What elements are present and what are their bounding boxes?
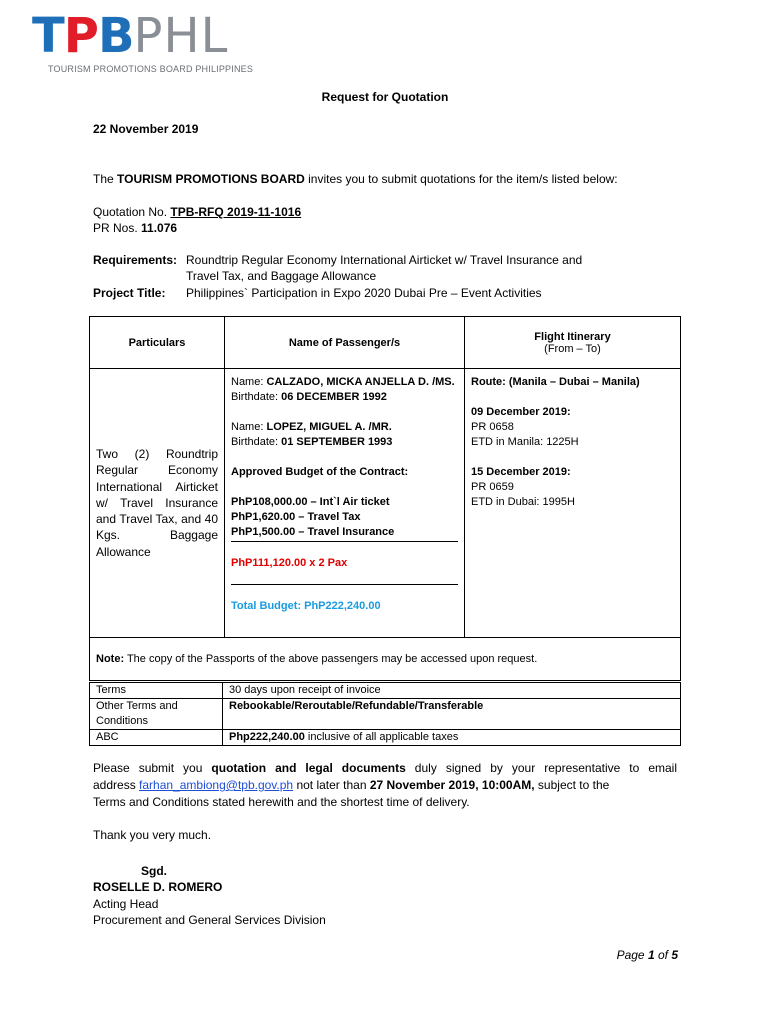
requirements-line-2: Travel Tax, and Baggage Allowance: [186, 269, 377, 283]
logo-letter-t: T: [32, 8, 64, 64]
email-link[interactable]: farhan_ambiong@tpb.gov.ph: [139, 778, 294, 792]
note-label: Note:: [96, 653, 125, 665]
birthdate-label: Birthdate:: [231, 391, 282, 403]
page-total: 5: [671, 948, 678, 962]
route: Route: (Manila – Dubai – Manila): [471, 376, 640, 388]
closing-text: subject to the: [534, 778, 610, 792]
terms-row: [90, 683, 681, 699]
name-label: Name:: [231, 421, 267, 433]
signatory-division: Procurement and General Services Division: [93, 913, 326, 927]
project-title-label: Project Title:: [93, 286, 166, 300]
passenger-1-birthdate-value: 06 DECEMBER 1992: [281, 391, 387, 403]
organization-name: TOURISM PROMOTIONS BOARD: [117, 172, 305, 186]
header-passengers: Name of Passenger/s: [225, 317, 465, 369]
quotation-number: TPB-RFQ 2019-11-1016: [170, 205, 302, 219]
signatory-name: ROSELLE D. ROMERO: [93, 880, 223, 894]
signatory-position: Acting Head: [93, 897, 159, 911]
abc-row-value: [223, 730, 681, 746]
page-of: of: [654, 948, 672, 962]
other-terms-value: Rebookable/Reroutable/Refundable/Transferable: [223, 699, 681, 730]
table-body-row: [90, 369, 681, 638]
passenger-2-name-value: LOPEZ, MIGUEL A. /MR.: [266, 421, 392, 433]
flight-2-etd: ETD in Dubai: 1995H: [471, 496, 575, 508]
closing-text: Please submit you: [93, 761, 212, 775]
abc-amount: Php222,240.00: [229, 731, 305, 743]
closing-line-3: Terms and Conditions stated herewith and the shortest time of delivery.: [93, 795, 470, 809]
abc-row-label: ABC: [90, 730, 223, 746]
requirements-label: Requirements:: [93, 253, 178, 267]
intro-text-pre: The: [93, 172, 118, 186]
logo-letter-b: B: [97, 8, 134, 64]
deadline: 27 November 2019, 10:00AM,: [369, 778, 535, 792]
flight-1-etd: ETD in Manila: 1225H: [471, 436, 579, 448]
header-itinerary-title: Flight Itinerary: [534, 330, 611, 343]
note-text: The copy of the Passports of the above passengers may be accessed upon request.: [124, 653, 538, 665]
signed-mark: Sgd.: [141, 864, 167, 878]
page-indicator: [617, 948, 678, 962]
pr-label: PR Nos.: [93, 221, 142, 235]
name-label: Name:: [231, 376, 267, 388]
header-itinerary: [465, 317, 681, 369]
quotation-label: Quotation No.: [93, 205, 171, 219]
logo-letter-p: P: [63, 8, 98, 64]
requirements-line-1: Roundtrip Regular Economy International Airticket w/ Travel Insurance and: [186, 253, 583, 267]
particulars-cell: Two (2) Roundtrip Regular Economy International Airticket w/ Travel Insurance and Travel Tax, and 40 Kgs. Baggage Allowance: [90, 369, 225, 638]
pr-number: 11.076: [141, 221, 178, 235]
flight-2-number: PR 0659: [471, 481, 514, 493]
closing-text: duly signed by your representative to email: [405, 761, 677, 775]
page-label: Page: [616, 948, 648, 962]
project-title-value: Philippines` Participation in Expo 2020 Dubai Pre – Event Activities: [186, 286, 542, 300]
table-header-row: [90, 317, 681, 369]
itinerary-cell: [465, 369, 681, 638]
header-particulars: Particulars: [90, 317, 225, 369]
flight-2-date: 15 December 2019:: [471, 466, 571, 478]
total-budget: Total Budget: PhP222,240.00: [231, 600, 381, 612]
per-pax-cost: PhP111,120.00 x 2 Pax: [231, 557, 348, 569]
terms-value: 30 days upon receipt of invoice: [223, 683, 681, 699]
flight-1-date: 09 December 2019:: [471, 406, 571, 418]
passenger-2-name: [231, 420, 458, 435]
passenger-1-name: [231, 375, 458, 390]
abc-note: inclusive of all applicable taxes: [304, 731, 459, 743]
intro-paragraph: [93, 172, 618, 186]
abc-label: Approved Budget of the Contract:: [231, 466, 409, 478]
closing-text: not later than: [293, 778, 370, 792]
cost-airticket: PhP108,000.00 – Int`l Air ticket: [231, 496, 390, 508]
note-cell: [90, 638, 681, 681]
pr-number-line: [93, 221, 177, 235]
header-itinerary-sub: (From – To): [544, 342, 601, 355]
document-date: 22 November 2019: [93, 122, 199, 136]
passenger-1-name-value: CALZADO, MICKA ANJELLA D. /MS.: [266, 376, 455, 388]
passenger-2-birthdate-value: 01 SEPTEMBER 1993: [281, 436, 393, 448]
note-row: [90, 638, 681, 681]
birthdate-label: Birthdate:: [231, 436, 282, 448]
logo-wordmark: [32, 8, 292, 64]
terms-label: Terms: [90, 683, 223, 699]
quotation-number-line: [93, 205, 301, 219]
cost-travel-tax: PhP1,620.00 – Travel Tax: [231, 511, 361, 523]
passenger-1-birthdate: [231, 390, 458, 405]
logo-phl: PHL: [133, 8, 229, 64]
other-terms-row: [90, 699, 681, 730]
flight-1-number: PR 0658: [471, 421, 514, 433]
particulars-table: [89, 316, 681, 681]
intro-text-post: invites you to submit quotations for the item/s listed below:: [304, 172, 618, 186]
tpb-phl-logo: [32, 8, 292, 80]
page-number: 1: [647, 948, 655, 962]
closing-line-2: [93, 778, 609, 792]
closing-text: address: [93, 778, 140, 792]
passenger-2-birthdate: [231, 435, 458, 450]
passengers-cell: [225, 369, 465, 638]
thanks-text: Thank you very much.: [93, 828, 212, 842]
document-title: Request for Quotation: [321, 90, 449, 104]
closing-line-1: [93, 761, 677, 775]
closing-emphasis: quotation and legal documents: [211, 761, 406, 775]
terms-table: [89, 682, 681, 746]
total-divider: [231, 571, 458, 585]
cost-travel-insurance: PhP1,500.00 – Travel Insurance: [231, 525, 458, 542]
other-terms-label: Other Terms and Conditions: [90, 699, 223, 730]
logo-subtitle: TOURISM PROMOTIONS BOARD PHILIPPINES: [48, 64, 254, 74]
abc-row: [90, 730, 681, 746]
